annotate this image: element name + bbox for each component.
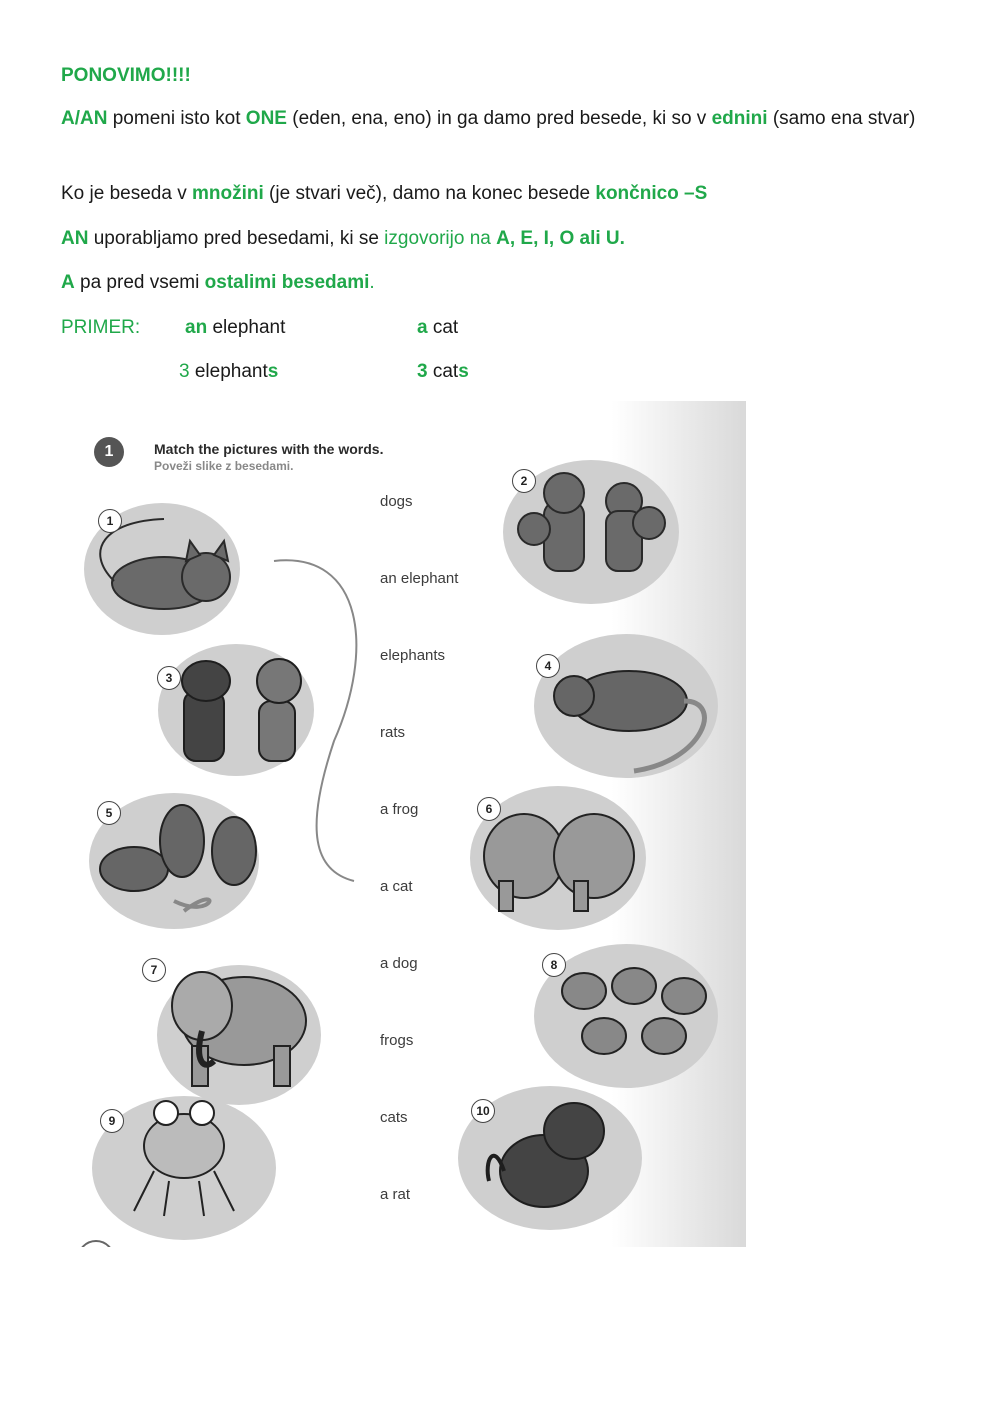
example-word: elephant — [189, 361, 268, 382]
rule-text: pa pred vsemi — [74, 272, 205, 293]
worksheet-subtitle: Poveži slike z besedami. — [154, 459, 294, 473]
word-option[interactable]: a rat — [380, 1186, 411, 1203]
word-option[interactable]: rats — [380, 724, 406, 741]
picture-number: 4 — [536, 654, 560, 678]
example-word: cat — [427, 361, 459, 382]
rule-term: ednini — [711, 108, 768, 129]
example-article: an — [185, 317, 208, 338]
word-option[interactable]: a dog — [380, 955, 418, 972]
word-option[interactable]: frogs — [380, 1032, 414, 1049]
worksheet-image — [74, 401, 746, 1247]
picture-number: 5 — [97, 801, 121, 825]
example-word: cat — [427, 317, 459, 338]
rule-text: (eden, ena, eno) in ga damo pred besede, ki so v — [286, 108, 712, 129]
example-suffix: s — [267, 361, 279, 382]
example-a-cat — [417, 312, 458, 344]
rule-plural — [61, 178, 707, 210]
example-suffix: s — [458, 361, 469, 382]
rule-a-usage — [61, 267, 375, 299]
rule-term: množini — [191, 183, 264, 204]
rule-text: Ko je beseda v — [61, 183, 192, 204]
rule-term: končnico –S — [595, 183, 708, 204]
exercise-number-badge: 1 — [94, 437, 124, 467]
picture-number: 3 — [157, 666, 181, 690]
worksheet-title: Match the pictures with the words. — [154, 441, 384, 457]
example-word: elephant — [207, 317, 286, 338]
example-3-cats — [417, 356, 469, 388]
example-label: PRIMER: — [61, 317, 141, 338]
example-number: 3 — [417, 361, 428, 382]
word-option[interactable]: elephants — [380, 647, 446, 664]
example-an-elephant — [185, 312, 285, 344]
rule-text-green: . — [369, 272, 375, 293]
rule-a-an-meaning — [61, 103, 941, 135]
picture-number: 1 — [98, 509, 122, 533]
rule-text-green: izgovorijo na — [384, 228, 497, 249]
page-title: PONOVIMO!!!! — [61, 65, 191, 86]
word-option[interactable]: a cat — [380, 878, 413, 895]
word-option[interactable]: a frog — [380, 801, 419, 818]
picture-number: 2 — [512, 469, 536, 493]
example-3-elephants — [179, 356, 278, 388]
worksheet-canvas — [74, 401, 746, 1247]
picture-number: 7 — [142, 958, 166, 982]
rule-term: A/AN — [61, 108, 108, 129]
picture-number: 6 — [477, 797, 501, 821]
rule-text: pomeni isto kot — [107, 108, 246, 129]
word-option[interactable]: an elephant — [380, 570, 459, 587]
example-article: a — [417, 317, 428, 338]
picture-number: 10 — [471, 1099, 495, 1123]
rule-term: ONE — [245, 108, 287, 129]
picture-number: 9 — [100, 1109, 124, 1133]
rule-term: ostalimi besedami — [204, 272, 370, 293]
rule-term: A — [61, 272, 75, 293]
rule-term: AN — [61, 228, 89, 249]
rule-an-usage — [61, 223, 625, 255]
rule-term: A, E, I, O ali U. — [496, 228, 625, 249]
example-number: 3 — [179, 361, 190, 382]
rule-text: (samo ena stvar) — [767, 108, 916, 129]
picture-number: 8 — [542, 953, 566, 977]
word-option[interactable]: dogs — [380, 493, 413, 510]
word-option[interactable]: cats — [380, 1109, 408, 1126]
rule-text: uporabljamo pred besedami, ki se — [88, 228, 385, 249]
rule-text: (je stvari več), damo na konec besede — [263, 183, 596, 204]
